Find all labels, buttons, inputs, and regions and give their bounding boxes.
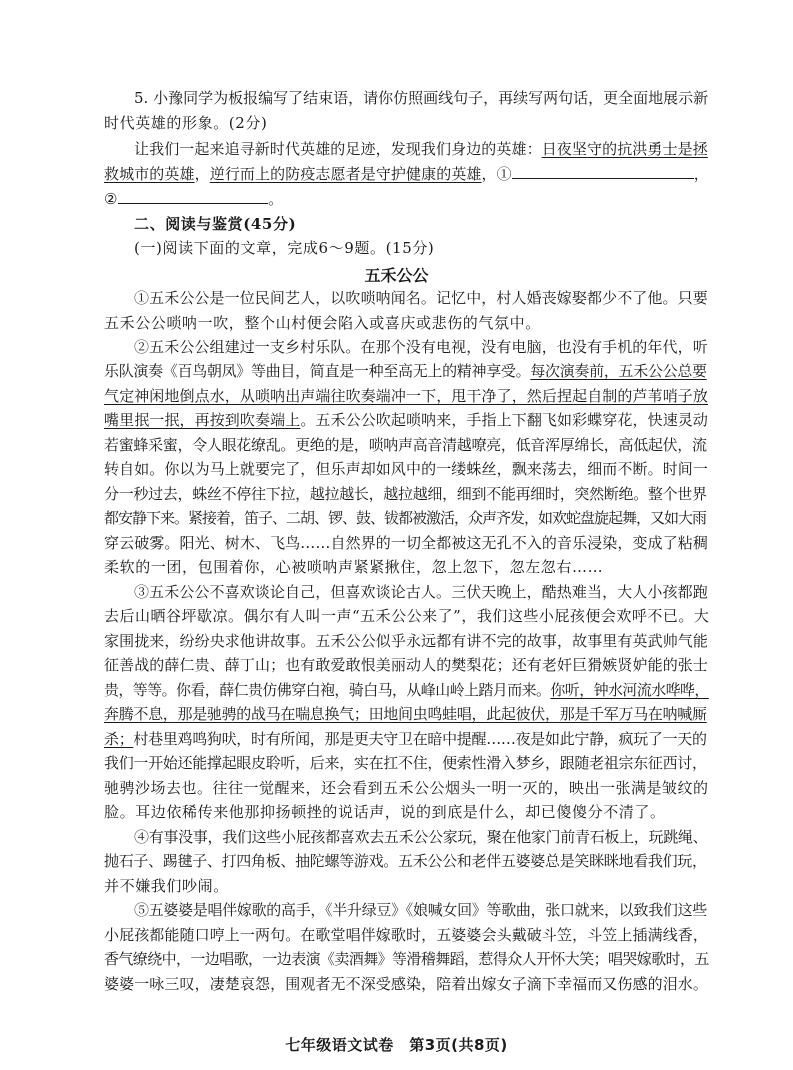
para-line: ③五禾公公不喜欢谈论自己，但喜欢谈论古人。三伏天晚上，酷热难当，大人小孩都跑 — [134, 583, 708, 601]
para-text: 乐队演奏《百鸟朝凤》等曲目，简直是一种至高无上的精神享受。 — [104, 362, 531, 380]
underlined-passage: 你听，钟水河流水哗哗， — [550, 681, 709, 699]
section-heading: 二、阅读与鉴赏(45分) — [134, 215, 297, 233]
para-line: 五禾公公唢呐一吹，整个山村便会陷入或喜庆或悲伤的气氛中。 — [104, 314, 541, 332]
para-line: 家围拢来，纷纷央求他讲故事。五禾公公似乎永远都有讲不完的故事，故事里有英武帅气能 — [104, 632, 709, 650]
para-line: 香气缭绕中，一边唱歌，一边表演《卖酒舞》等滑稽舞蹈，惹得众人开怀大笑；唱哭嫁歌时，五 — [104, 950, 709, 968]
article-title: 五禾公公 — [364, 266, 429, 285]
underlined-passage: 杀； — [104, 730, 134, 748]
para-line: 分一秒过去，蛛丝不停往下拉，越拉越长，越拉越细，细到不能再细时，突然断绝。整个世界 — [104, 485, 707, 503]
question-5-blank-line — [104, 189, 708, 209]
para-line: 都安静下来。紧接着，笛子、二胡、锣、鼓、钹都被激活，众声齐发，如欢蛇盘旋起舞，又如大雨 — [104, 509, 707, 527]
blank-1-label: ，① — [481, 165, 512, 183]
answer-blank-2[interactable] — [118, 189, 268, 204]
page-footer: 七年级语文试卷 第3页(共8页) — [285, 1036, 508, 1054]
stem-comma-2: ， — [693, 165, 709, 183]
model-sentence-1-end: 救城市的英雄 — [104, 165, 195, 183]
para-line — [104, 680, 708, 700]
para-line: 我们一开始还能撑起眼皮聆听，后来，实在扛不住，便索性滑入梦乡，跟随老祖宗东征西讨， — [104, 754, 707, 772]
underlined-passage: 气定神闲地倒点水，从唢呐出声端往吹奏端冲一下，甩干净了，然后捏起自制的芦苇哨子放 — [104, 387, 709, 405]
para-line: 征善战的薛仁贵、薛丁山；也有敢爱敢恨美丽动人的樊梨花；还有老奸巨猾嫉贤妒能的张士 — [104, 656, 709, 674]
reading-instruction: (一)阅读下面的文章，完成6～9题。(15分) — [134, 239, 435, 257]
para-line: ①五禾公公是一位民间艺人，以吹唢呐闻名。记忆中，村人婚丧嫁娶都少不了他。只要 — [134, 289, 708, 307]
para-line — [134, 337, 708, 357]
para-text: 。五禾公公吹起唢呐来，手指上下翻飞如彩蝶穿花，快速灵动 — [300, 411, 709, 429]
underlined-passage: 每次演奏前，五禾公公总要 — [530, 362, 707, 380]
para-line: 去后山晒谷坪歇凉。偶尔有人叫一声“五禾公公来了”，我们这些小屁孩便会欢呼不已。大 — [104, 607, 710, 625]
para-line: ④有事没事，我们这些小屁孩都喜欢去五禾公公家玩，聚在他家门前青石板上，玩跳绳、 — [134, 828, 708, 846]
para-line: 驰骋沙场去也。往往一觉醒来，还会看到五禾公公烟头一明一灭的，映出一张满是皱纹的 — [104, 779, 709, 797]
para-text: 贵，等等。你看，薛仁贵仿佛穿白袍，骑白马，从峰山岭上踏月而来。 — [104, 681, 551, 699]
para-line: 婆婆一咏三叹，凄楚哀怨，围观者无不深受感染，陪着出嫁女子滴下幸福而又伤感的泪水。 — [104, 975, 709, 993]
stem-text: 让我们一起来追寻新时代英雄的足迹，发现我们身边的英雄： — [134, 140, 542, 158]
para-line — [104, 361, 708, 381]
question-5-prompt-cont: 时代英雄的形象。(2分) — [104, 114, 268, 132]
para-line: ⑤五婆婆是唱伴嫁歌的高手，《半升绿豆》《娘喊女回》等歌曲，张口就来，以致我们这些 — [134, 901, 708, 919]
stem-period: 。 — [268, 190, 284, 208]
para-line: 并不嫌我们吵闹。 — [104, 877, 229, 895]
underlined-passage: 奔腾不息，那是驰骋的战马在喘息换气；田地间虫鸣蛙唱，此起彼伏，那是千军万马在呐喊厮 — [104, 705, 707, 723]
stem-comma: ， — [194, 165, 210, 183]
para-line: 转自如。你以为马上就要完了，但乐声却如风中的一缕蛛丝，飘来荡去，细而不断。时间一 — [104, 460, 709, 478]
para-line: 抛石子、踢毽子、打四角板、抽陀螺等游戏。五禾公公和老伴五婆婆总是笑眯眯地看我们玩， — [104, 852, 707, 870]
para-line: 柔软的一团，包围着你，心被唢呐声紧紧揪住，忽上忽下，忽左忽右…… — [104, 558, 604, 576]
model-sentence-1: 日夜坚守的抗洪勇士是拯 — [541, 140, 708, 158]
para-text: 村巷里鸡鸣狗吠，时有所闻，那是更夫守卫在暗中提醒……夜是如此宁静，疯玩了一天的 — [133, 730, 707, 748]
question-5-stem-cont — [104, 164, 708, 184]
para-text: ②五禾公公组建过一支乡村乐队。在那个没有电视，没有电脑，也没有手机的年代，听 — [134, 338, 708, 356]
question-5-stem — [134, 139, 708, 159]
para-line: 脸。耳边依稀传来他那抑扬顿挫的说话声，说的到底是什么，却已傻傻分不清了。 — [104, 803, 666, 821]
underlined-passage: 嘴里抿一抿，再按到吹奏端上 — [104, 411, 301, 429]
para-line: 小屁孩都能随口哼上一两句。在歌堂唱伴嫁歌时，五婆婆会头戴破斗笠，斗笠上插满线香， — [104, 926, 709, 944]
model-sentence-2: 逆行而上的防疫志愿者是守护健康的英雄 — [209, 165, 482, 183]
para-line: 穿云破雾。阳光、树木、飞鸟……自然界的一切全都被这无孔不入的音乐浸染，变成了粘稠 — [104, 534, 709, 552]
para-line — [104, 410, 708, 430]
question-5-prompt: 5. 小豫同学为板报编写了结束语，请你仿照画线句子，再续写两句话，更全面地展示新 — [134, 89, 709, 107]
para-line — [104, 729, 708, 749]
blank-2-label: ② — [104, 190, 119, 208]
answer-blank-1[interactable] — [512, 164, 694, 179]
para-line: 若蜜蜂采蜜，令人眼花缭乱。更绝的是，唢呐声高音清越嘹亮，低音浑厚绵长，高低起伏，流 — [104, 436, 707, 454]
